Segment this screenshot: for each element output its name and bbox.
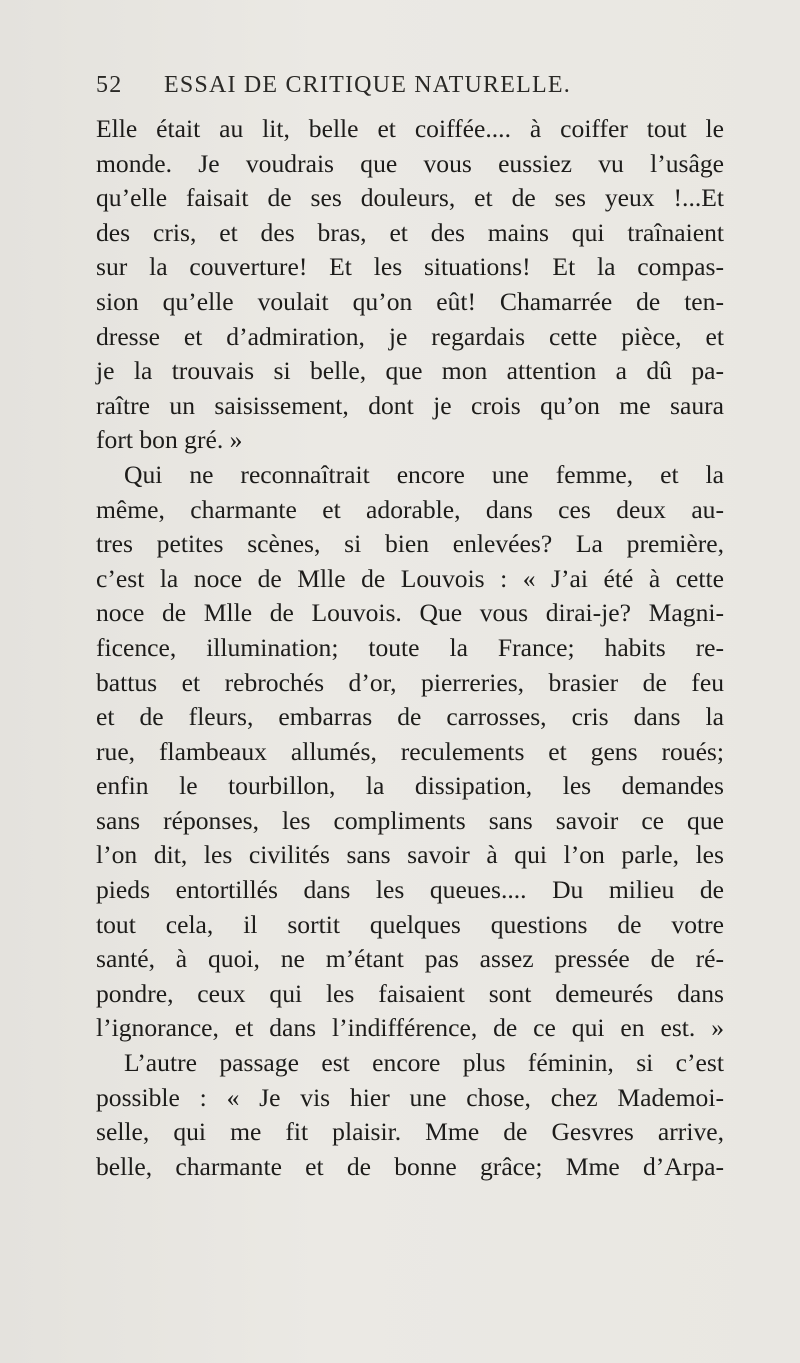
text-line: pieds entortillés dans les queues.... Du milieu de	[96, 875, 724, 905]
text-line: Elle était au lit, belle et coiffée.... à coiffer tout le	[96, 114, 724, 143]
text-line: ficence, illumination; toute la France; habits re-	[96, 632, 724, 662]
running-title: ESSAI DE CRITIQUE NATURELLE.	[164, 72, 571, 98]
text-line: monde. Je voudrais que vous eussiez vu l’usâge	[96, 148, 724, 178]
text-line: pondre, ceux qui les faisaient sont demeurés dans	[96, 978, 724, 1008]
text-line: battus et rebrochés d’or, pierreries, brasier de feu	[96, 667, 724, 697]
text-line: qu’elle faisait de ses douleurs, et de ses yeux !...Et	[96, 183, 724, 213]
running-head	[96, 72, 696, 102]
page-number: 52	[96, 72, 123, 98]
text-line: enfin le tourbillon, la dissipation, les demandes	[96, 771, 724, 801]
text-line: même, charmante et adorable, dans ces deux au-	[96, 494, 724, 524]
text-line: raître un saisissement, dont je crois qu’on me saura	[96, 390, 724, 420]
text-line: fort bon gré. »	[96, 425, 243, 455]
text-line: belle, charmante et de bonne grâce; Mme d’Arpa-	[96, 1151, 724, 1181]
text-line: rue, flambeaux allumés, reculements et gens roués;	[96, 736, 724, 766]
text-line: possible : « Je vis hier une chose, chez Mademoi-	[96, 1082, 724, 1112]
text-line: sion qu’elle voulait qu’on eût! Chamarrée de ten-	[96, 286, 724, 316]
text-line: noce de Mlle de Louvois. Que vous dirai-je? Magni-	[96, 598, 724, 628]
text-line: et de fleurs, embarras de carrosses, cris dans la	[96, 702, 724, 732]
text-line: des cris, et des bras, et des mains qui traînaient	[96, 217, 724, 247]
text-line: l’ignorance, et dans l’indifférence, de ce qui en est. »	[96, 1013, 724, 1043]
text-line: tout cela, il sortit quelques questions de votre	[96, 909, 724, 939]
text-line: c’est la noce de Mlle de Louvois : « J’ai été à cette	[96, 563, 724, 593]
text-line: sur la couverture! Et les situations! Et la compas-	[96, 252, 724, 282]
body-text	[96, 112, 724, 1184]
text-line: Qui ne reconnaîtrait encore une femme, et la	[124, 459, 724, 489]
text-line: je la trouvais si belle, que mon attention a dû pa-	[96, 356, 724, 386]
text-line: santé, à quoi, ne m’étant pas assez pressée de ré-	[96, 944, 724, 974]
text-line: dresse et d’admiration, je regardais cette pièce, et	[96, 321, 724, 351]
text-line: tres petites scènes, si bien enlevées? La première,	[96, 529, 724, 559]
text-line: L’autre passage est encore plus féminin, si c’est	[124, 1048, 724, 1078]
text-line: selle, qui me fit plaisir. Mme de Gesvres arrive,	[96, 1117, 724, 1147]
text-line: sans réponses, les compliments sans savoir ce que	[96, 805, 724, 835]
text-line: l’on dit, les civilités sans savoir à qui l’on parle, les	[96, 840, 724, 870]
